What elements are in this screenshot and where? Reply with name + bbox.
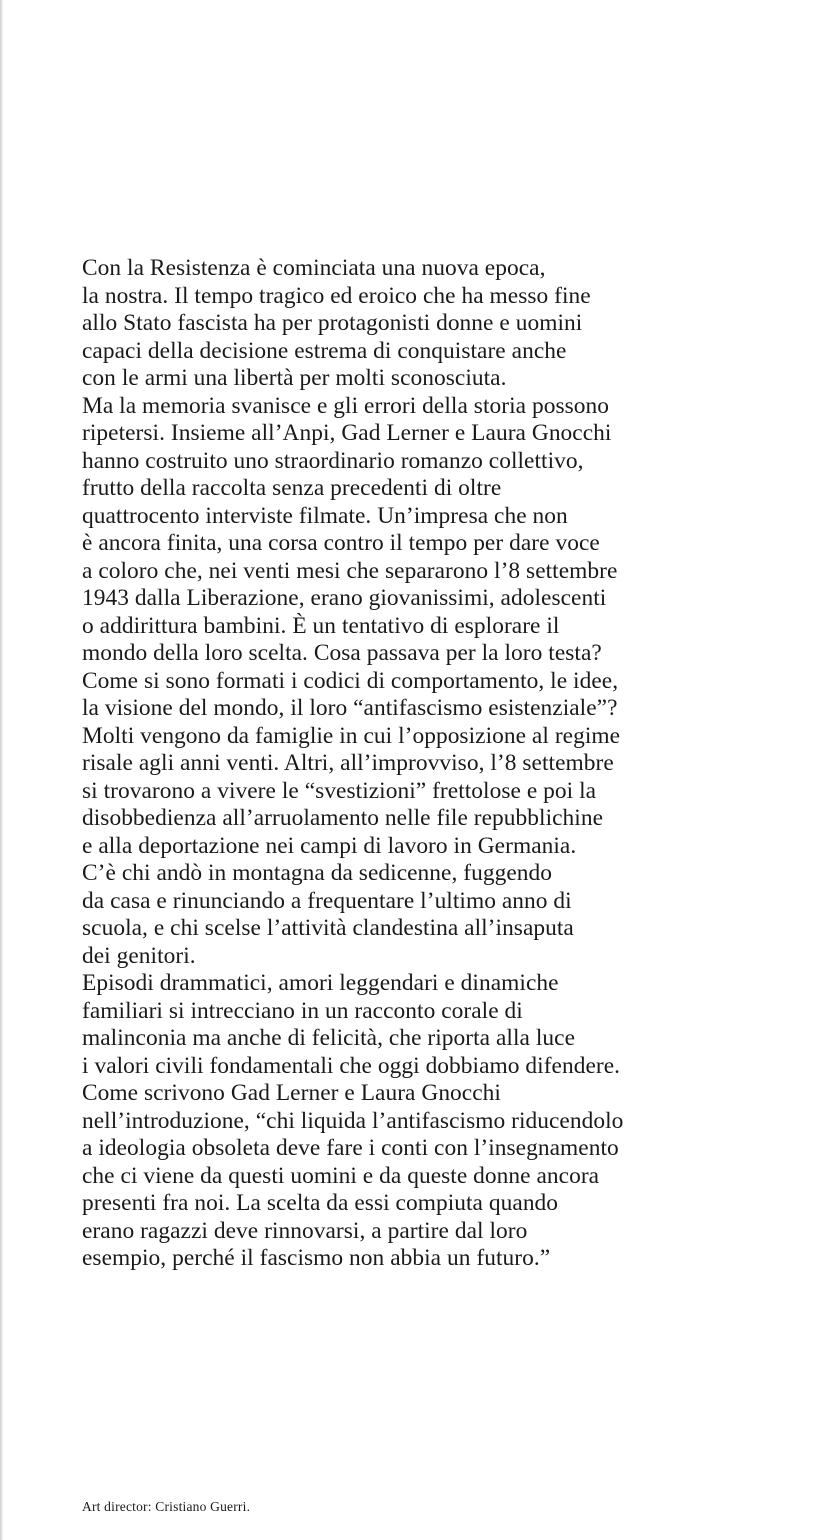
text-line: erano ragazzi deve rinnovarsi, a partire dal loro <box>82 1217 528 1244</box>
text-line: malinconia ma anche di felicità, che riporta alla luce <box>82 1025 576 1051</box>
text-line: da casa e rinunciando a frequentare l’ultimo anno di <box>82 887 572 914</box>
text-line: la nostra. Il tempo tragico ed eroico che ha messo fine <box>82 282 591 309</box>
text-line: è ancora finita, una corsa contro il tempo per dare voce <box>82 530 600 556</box>
art-director-credit: Art director: Cristiano Guerri. <box>82 1499 251 1514</box>
text-line: risale agli anni venti. Altri, all’improvviso, l’8 settembre <box>82 750 614 776</box>
text-line: capaci della decisione estrema di conquistare anche <box>82 337 567 364</box>
blurb-text <box>82 255 782 1273</box>
text-line: si trovarono a vivere le “svestizioni” frettolose e poi la <box>82 777 597 804</box>
text-line: con le armi una libertà per molti sconosciuta. <box>82 365 507 391</box>
text-line: mondo della loro scelta. Cosa passava per la loro testa? <box>82 640 602 666</box>
text-line: nell’introduzione, “chi liquida l’antifascismo riducendolo <box>82 1107 624 1134</box>
text-line: Episodi drammatici, amori leggendari e dinamiche <box>82 970 559 996</box>
text-line: scuola, e chi scelse l’attività clandestina all’insaputa <box>82 915 574 941</box>
text-line: e alla deportazione nei campi di lavoro in Germania. <box>82 832 577 859</box>
text-line: frutto della raccolta senza precedenti di oltre <box>82 475 502 501</box>
text-line: dei genitori. <box>82 942 196 969</box>
text-line: ripetersi. Insieme all’Anpi, Gad Lerner e Laura Gnocchi <box>82 420 612 446</box>
text-line: presenti fra noi. La scelta da essi compiuta quando <box>82 1190 559 1216</box>
text-line: familiari si intrecciano in un racconto corale di <box>82 997 523 1024</box>
text-line: Come si sono formati i codici di comportamento, le idee, <box>82 667 619 694</box>
text-line: Ma la memoria svanisce e gli errori della storia possono <box>82 392 609 419</box>
text-line: esempio, perché il fascismo non abbia un futuro.” <box>82 1245 551 1271</box>
text-line: 1943 dalla Liberazione, erano giovanissimi, adolescenti <box>82 585 607 611</box>
text-line: Come scrivono Gad Lerner e Laura Gnocchi <box>82 1080 501 1106</box>
text-line: la visione del mondo, il loro “antifascismo esistenziale”? <box>82 695 618 721</box>
text-line: che ci viene da questi uomini e da queste donne ancora <box>82 1162 600 1189</box>
text-line: hanno costruito uno straordinario romanzo collettivo, <box>82 447 584 474</box>
text-line: i valori civili fondamentali che oggi dobbiamo difendere. <box>82 1052 621 1079</box>
text-line: a coloro che, nei venti mesi che separarono l’8 settembre <box>82 557 618 584</box>
text-line: a ideologia obsoleta deve fare i conti con l’insegnamento <box>82 1135 619 1161</box>
text-line: o addirittura bambini. È un tentativo di esplorare il <box>82 612 560 639</box>
text-line: allo Stato fascista ha per protagonisti donne e uomini <box>82 310 583 336</box>
text-line: Molti vengono da famiglie in cui l’opposizione al regime <box>82 722 621 749</box>
text-line: C’è chi andò in montagna da sedicenne, fuggendo <box>82 860 553 886</box>
text-line: disobbedienza all’arruolamento nelle file repubblichine <box>82 805 604 831</box>
text-line: quattrocento interviste filmate. Un’impresa che non <box>82 502 568 529</box>
text-line: Con la Resistenza è cominciata una nuova epoca, <box>82 255 546 281</box>
page-edge-shadow <box>0 0 3 1540</box>
